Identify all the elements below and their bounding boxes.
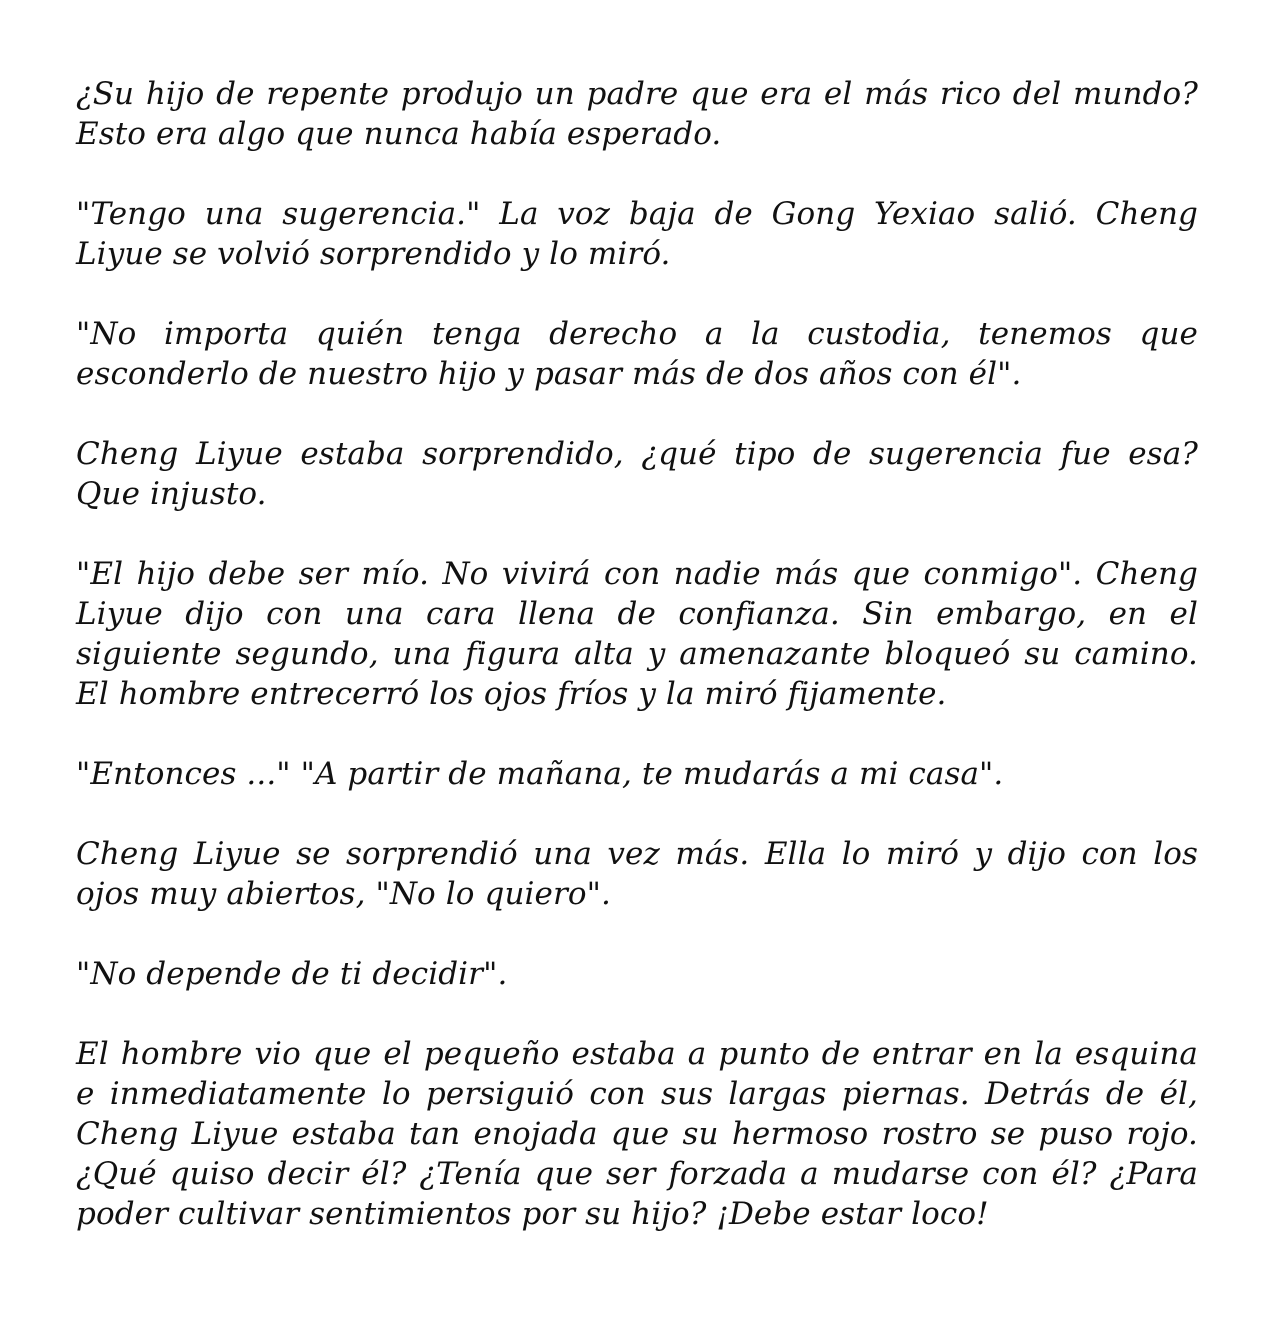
paragraph-7: Cheng Liyue se sorprendió una vez más. Ella lo miró y dijo con los ojos muy abiertos, "No lo quiero". — [76, 836, 1198, 912]
paragraph-4: Cheng Liyue estaba sorprendido, ¿qué tipo de sugerencia fue esa? Que injusto. — [76, 436, 1198, 512]
document-body — [76, 74, 1198, 1234]
paragraph-3: "No importa quién tenga derecho a la custodia, tenemos que esconderlo de nuestro hijo y pasar más de dos años con él". — [76, 316, 1198, 392]
paragraph-1: ¿Su hijo de repente produjo un padre que era el más rico del mundo? Esto era algo que nunca había esperado. — [76, 76, 1198, 152]
paragraph-8: "No depende de ti decidir". — [76, 956, 508, 992]
paragraph-9: El hombre vio que el pequeño estaba a punto de entrar en la esquina e inmediatamente lo persiguió con sus largas piernas. Detrás de él, Cheng Liyue estaba tan enojada que su hermoso rostro se puso rojo. ¿Qué quiso decir él? ¿Tenía que ser forzada a mudarse con él? ¿Para poder cultivar sentimientos por su hijo? ¡Debe estar loco! — [76, 1036, 1198, 1232]
paragraph-6: "Entonces ..." "A partir de mañana, te mudarás a mi casa". — [76, 756, 1004, 792]
paragraph-5: "El hijo debe ser mío. No vivirá con nadie más que conmigo". Cheng Liyue dijo con una cara llena de confianza. Sin embargo, en el siguiente segundo, una figura alta y amenazante bloqueó su camino. El hombre entrecerró los ojos fríos y la miró fijamente. — [76, 556, 1198, 712]
paragraph-2: "Tengo una sugerencia." La voz baja de Gong Yexiao salió. Cheng Liyue se volvió sorprendido y lo miró. — [76, 196, 1198, 272]
